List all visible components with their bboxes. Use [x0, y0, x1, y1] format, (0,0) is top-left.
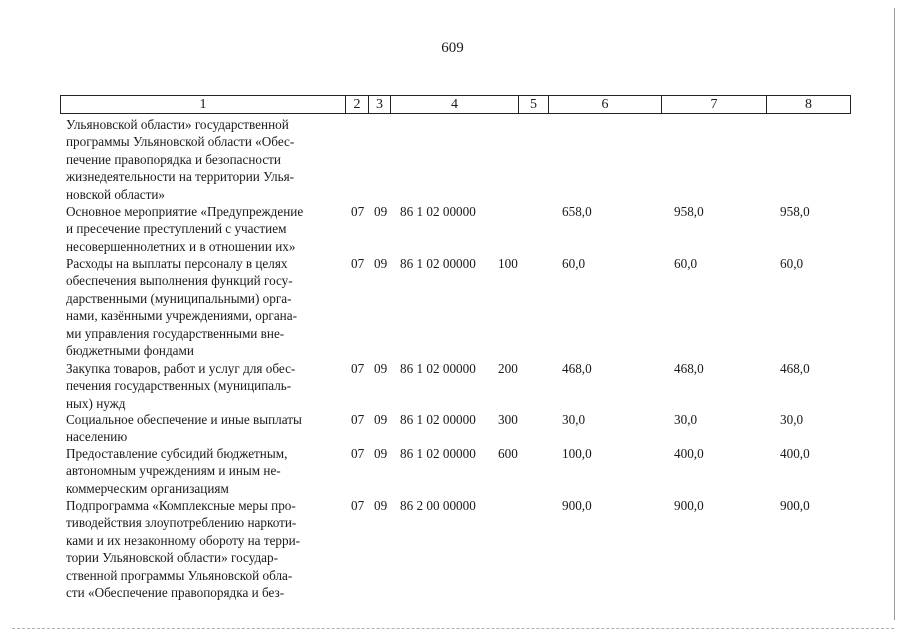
cell-amount-7: 400,0	[674, 446, 704, 461]
cell-amount-8: 958,0	[780, 204, 810, 219]
cell-amount-7: 30,0	[674, 412, 698, 427]
row-description: Предоставление субсидий бюджетным, автономным учреждениям и иным не- коммерческим организациям	[66, 446, 288, 496]
row-description: Закупка товаров, работ и услуг для обес- печения государственных (муниципаль- ных) нужд	[66, 361, 296, 411]
cell-amount-8: 30,0	[780, 412, 804, 427]
cell-target-code: 86 1 02 00000	[400, 256, 476, 271]
header-col-8: 8	[766, 96, 850, 113]
cell-amount-8: 60,0	[780, 256, 804, 271]
cell-section: 07	[351, 361, 365, 376]
cell-amount-7: 958,0	[674, 204, 704, 219]
cell-amount-8: 468,0	[780, 361, 810, 376]
cell-target-code: 86 1 02 00000	[400, 412, 476, 427]
header-col-3: 3	[368, 96, 390, 113]
page-border-right	[894, 8, 895, 620]
cell-amount-6: 100,0	[562, 446, 592, 461]
cell-expense-type: 100	[498, 256, 518, 271]
row-description: Подпрограмма «Комплексные меры про- тиводействия злоупотреблению наркоти- ками и их незаконному обороту на терри- тории Ульяновской области» государ- ственной программы Ульяновской обла- сти «Обеспечение правопорядка и без-	[66, 498, 301, 601]
cell-amount-6: 658,0	[562, 204, 592, 219]
cell-target-code: 86 2 00 00000	[400, 498, 476, 513]
cell-amount-7: 468,0	[674, 361, 704, 376]
cell-amount-6: 60,0	[562, 256, 586, 271]
page-number: 609	[441, 40, 464, 56]
table-header	[60, 95, 851, 114]
cell-expense-type: 600	[498, 446, 518, 461]
cell-amount-6: 900,0	[562, 498, 592, 513]
cell-expense-type: 300	[498, 412, 518, 427]
row-description: Основное мероприятие «Предупреждение и пресечение преступлений с участием несовершеннолетних и в отношении их»	[66, 204, 304, 254]
cell-amount-8: 400,0	[780, 446, 810, 461]
cell-subsection: 09	[374, 204, 388, 219]
cell-section: 07	[351, 412, 365, 427]
cell-subsection: 09	[374, 412, 388, 427]
cell-subsection: 09	[374, 498, 388, 513]
cell-amount-7: 900,0	[674, 498, 704, 513]
cell-section: 07	[351, 498, 365, 513]
cell-target-code: 86 1 02 00000	[400, 204, 476, 219]
header-col-6: 6	[548, 96, 661, 113]
cell-target-code: 86 1 02 00000	[400, 361, 476, 376]
row-description: Ульяновской области» государственной программы Ульяновской области «Обес- печение правопорядка и безопасности жизнедеятельности на территории Улья- новской области»	[66, 117, 295, 202]
cell-expense-type: 200	[498, 361, 518, 376]
row-description: Расходы на выплаты персоналу в целях обеспечения выполнения функций госу- дарственными (муниципальными) орга- нами, казёнными учреждениями, органа- ми управления государственными вне- бюджетными фондами	[66, 256, 297, 359]
row-description: Социальное обеспечение и иные выплаты населению	[66, 412, 302, 445]
cell-subsection: 09	[374, 361, 388, 376]
cell-amount-8: 900,0	[780, 498, 810, 513]
cell-target-code: 86 1 02 00000	[400, 446, 476, 461]
header-col-7: 7	[661, 96, 766, 113]
cell-amount-6: 468,0	[562, 361, 592, 376]
cell-subsection: 09	[374, 256, 388, 271]
cell-subsection: 09	[374, 446, 388, 461]
cell-amount-7: 60,0	[674, 256, 698, 271]
cell-section: 07	[351, 204, 365, 219]
header-col-1: 1	[199, 97, 207, 112]
header-col-4: 4	[390, 96, 518, 113]
header-col-2: 2	[345, 96, 368, 113]
cell-amount-6: 30,0	[562, 412, 586, 427]
page-border-bottom	[12, 628, 894, 629]
cell-section: 07	[351, 256, 365, 271]
cell-section: 07	[351, 446, 365, 461]
header-col-5: 5	[518, 96, 548, 113]
